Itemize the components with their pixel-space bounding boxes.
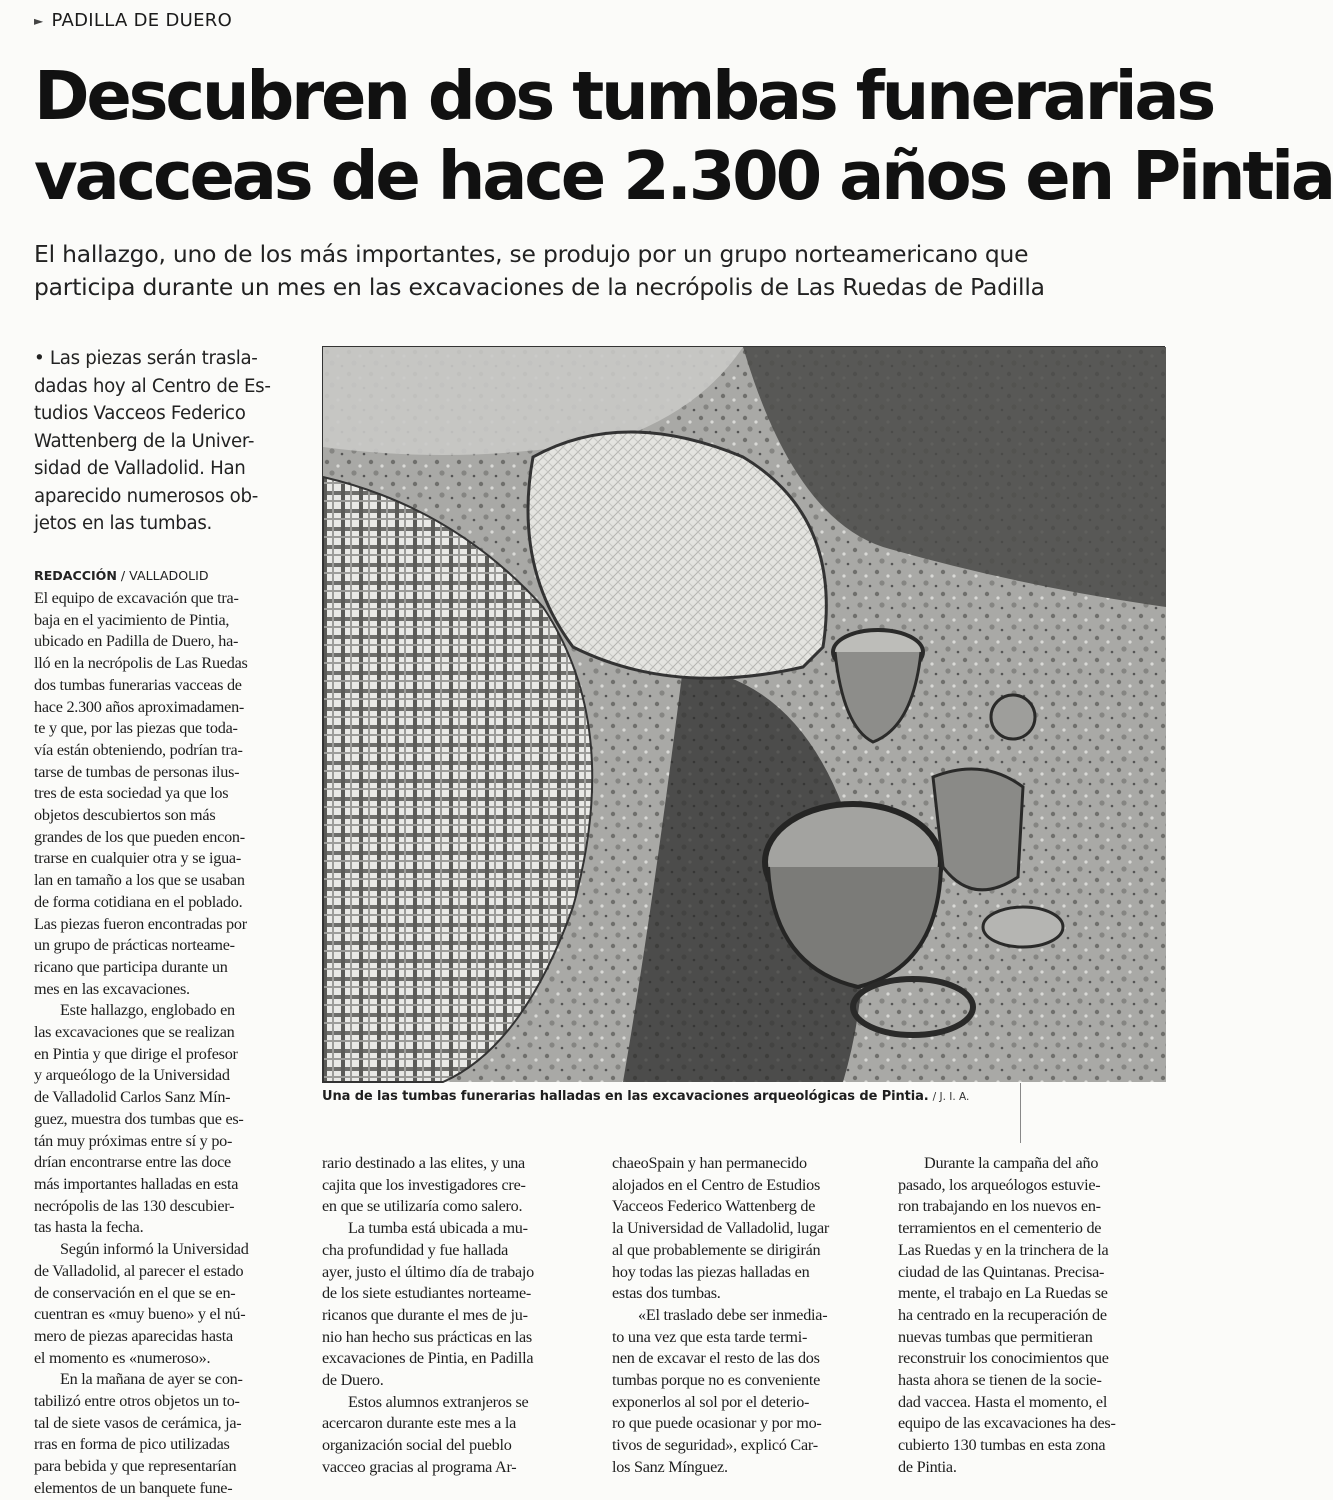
headline-line-2: vacceas de hace 2.300 años en Pintia [34,137,1333,215]
column-1-line: tas hasta la fecha. [34,1218,144,1237]
column-1-line: tán muy próximas entre sí y po- [34,1131,233,1150]
triangle-arrow-icon: ► [34,13,44,28]
summary-line: jetos en las tumbas. [34,513,213,534]
excavation-photo-illustration [323,347,1166,1082]
summary-box [34,345,296,538]
column-2-line: vacceo gracias al programa Ar- [322,1457,517,1476]
column-1-line: el momento es «numeroso». [34,1348,211,1367]
column-2-line: acercaron durante este mes a la [322,1414,517,1433]
column-4-line: hasta ahora se tienen de la socie- [898,1371,1102,1390]
column-1-line: de conservación en el que se en- [34,1283,236,1302]
article-column-1 [34,588,296,1500]
article-column-3 [612,1153,876,1479]
section-label [34,10,232,31]
column-1-line: rras en forma de pico utilizadas [34,1435,230,1454]
column-1-line: cuentran es «muy bueno» y el nú- [34,1305,246,1324]
column-2-line: Estos alumnos extranjeros se [348,1392,529,1411]
column-1-line: trarse en cualquier otra y se igua- [34,849,241,868]
column-4-line: nuevas tumbas que permitieran [898,1327,1093,1346]
article-column-4 [898,1153,1168,1479]
column-2-line: La tumba está ubicada a mu- [348,1219,528,1238]
column-2-line: organización social del pueblo [322,1436,512,1455]
column-3-line: ro que puede ocasionar y por mo- [612,1414,822,1433]
summary-line: dadas hoy al Centro de Es- [34,375,271,397]
byline-separator: / [116,568,130,583]
column-4-line: cubierto 130 tumbas en esta zona [898,1436,1106,1455]
summary-line: • Las piezas serán trasla- [34,348,258,369]
column-1-line: grandes de los que pueden encon- [34,827,245,846]
column-2-line: nio han hecho sus prácticas en las [322,1327,532,1346]
column-3-line: alojados en el Centro de Estudios [612,1175,820,1194]
byline [34,568,209,583]
column-4-line: ciudad de las Quintanas. Precisa- [898,1262,1105,1281]
column-2-line: en que se utilizaría como salero. [322,1197,523,1216]
column-2-line: rario destinado a las elites, y una [322,1154,525,1172]
column-1-line: lan en tamaño a los que se usaban [34,871,245,890]
headline [34,56,1333,216]
column-2-line: cha profundidad y fue hallada [322,1240,509,1259]
column-divider [1020,1083,1021,1143]
column-1-line: dos tumbas funerarias vacceas de [34,675,242,694]
summary-line: Wattenberg de la Univer- [34,430,255,452]
column-1-line: ricano que participa durante un [34,957,228,976]
column-4-line: reconstruir los conocimientos que [898,1349,1109,1368]
column-3-line: los Sanz Mínguez. [612,1457,728,1476]
summary-line: tudios Vacceos Federico [34,403,246,424]
column-4-line: Las Ruedas y en la trinchera de la [898,1240,1109,1259]
column-4-line: Durante la campaña del año [924,1154,1099,1172]
column-3-line: chaeoSpain y han permanecido [612,1154,807,1172]
column-1-line: las excavaciones que se realizan [34,1023,235,1042]
byline-author: REDACCIÓN [34,568,117,583]
column-1-line: Según informó la Universidad [60,1240,249,1259]
column-1-line: de forma cotidiana en el poblado. [34,892,243,911]
column-4-line: equipo de las excavaciones ha des- [898,1414,1116,1433]
column-3-line: la Universidad de Valladolid, lugar [612,1219,830,1238]
article-photo [322,346,1165,1081]
column-1-line: Las piezas fueron encontradas por [34,914,247,933]
column-1-line: para bebida y que representarían [34,1457,237,1476]
column-1-line: objetos descubiertos son más [34,806,216,825]
column-1-line: de Valladolid Carlos Sanz Mín- [34,1088,231,1107]
column-2-line: ricanos que durante el mes de ju- [322,1305,528,1324]
column-3-line: tivos de seguridad», explicó Car- [612,1436,818,1455]
photo-credit: / J. I. A. [932,1091,970,1103]
summary-line: aparecido numerosos ob- [34,485,258,507]
article-column-2 [322,1153,586,1479]
column-1-line: El equipo de excavación que tra- [34,589,239,607]
column-4-line: de Pintia. [898,1457,957,1476]
column-1-line: de Valladolid, al parecer el estado [34,1261,244,1280]
column-2-line: de los siete estudiantes norteame- [322,1284,532,1303]
column-4-line: dad vaccea. Hasta el momento, el [898,1392,1108,1411]
column-4-line: ron trabajando en los nuevos en- [898,1197,1101,1216]
column-4-line: mente, el trabajo en La Ruedas se [898,1284,1108,1303]
column-2-line: cajita que los investigadores cre- [322,1175,526,1194]
photo-caption-text: Una de las tumbas funerarias halladas en las excavaciones arqueológicas de Pintia. [322,1089,929,1104]
column-1-line: tal de siete vasos de cerámica, ja- [34,1413,242,1432]
column-1-line: elementos de un banquete fune- [34,1478,233,1497]
column-3-line: hoy todas las piezas halladas en [612,1262,810,1281]
headline-line-1: Descubren dos tumbas funerarias [34,57,1214,135]
column-1-line: te y que, por las piezas que toda- [34,719,238,738]
photo-caption [322,1089,969,1104]
column-3-line: exponerlos al sol por el deterio- [612,1392,810,1411]
subheadline-line-2: participa durante un mes en las excavaciones de la necrópolis de Las Ruedas de Padilla [34,273,1045,301]
subheadline [34,238,1184,304]
summary-line: sidad de Valladolid. Han [34,458,246,479]
column-1-line: Este hallazgo, englobado en [60,1001,235,1020]
column-1-line: tarse de tumbas de personas ilus- [34,762,240,781]
column-1-line: y arqueólogo de la Universidad [34,1066,230,1085]
column-3-line: tumbas porque no es conveniente [612,1371,821,1390]
column-1-line: necrópolis de las 130 descubier- [34,1196,235,1215]
column-3-line: estas dos tumbas. [612,1284,721,1303]
column-1-line: un grupo de prácticas norteame- [34,936,235,955]
column-1-line: ubicado en Padilla de Duero, ha- [34,632,239,651]
column-3-line: nen de excavar el resto de las dos [612,1349,820,1368]
column-3-line: «El traslado debe ser inmedia- [638,1305,828,1324]
column-1-line: mero de piezas aparecidas hasta [34,1326,233,1345]
column-1-line: tabilizó entre otros objetos un to- [34,1392,240,1411]
column-1-line: en Pintia y que dirige el profesor [34,1044,238,1063]
column-1-line: vía están obteniendo, podrían tra- [34,740,243,759]
column-1-line: guez, muestra dos tumbas que es- [34,1109,244,1128]
column-1-line: En la mañana de ayer se con- [60,1370,243,1389]
column-2-line: ayer, justo el último día de trabajo [322,1262,534,1281]
column-1-line: mes en las excavaciones. [34,979,190,998]
column-3-line: al que probablemente se dirigirán [612,1240,821,1259]
byline-location: VALLADOLID [129,568,209,583]
column-1-line: tres de esta sociedad ya que los [34,784,229,803]
column-4-line: ha centrado en la recuperación de [898,1305,1107,1324]
column-2-line: de Duero. [322,1371,384,1390]
column-1-line: hace 2.300 años aproximadamen- [34,697,245,716]
column-4-line: pasado, los arqueólogos estuvie- [898,1175,1101,1194]
column-2-line: excavaciones de Pintia, en Padilla [322,1349,534,1368]
column-3-line: to una vez que esta tarde termi- [612,1327,808,1346]
column-1-line: más importantes halladas en esta [34,1174,239,1193]
column-1-line: baja en el yacimiento de Pintia, [34,610,230,629]
subheadline-line-1: El hallazgo, uno de los más importantes, se produjo por un grupo norteamericano que [34,240,1029,268]
column-1-line: lló en la necrópolis de Las Ruedas [34,654,248,673]
section-label-text: PADILLA DE DUERO [51,10,233,31]
column-4-line: terramientos en el cementerio de [898,1219,1102,1238]
column-3-line: Vacceos Federico Wattenberg de [612,1197,816,1216]
column-1-line: drían encontrarse entre las doce [34,1153,231,1172]
